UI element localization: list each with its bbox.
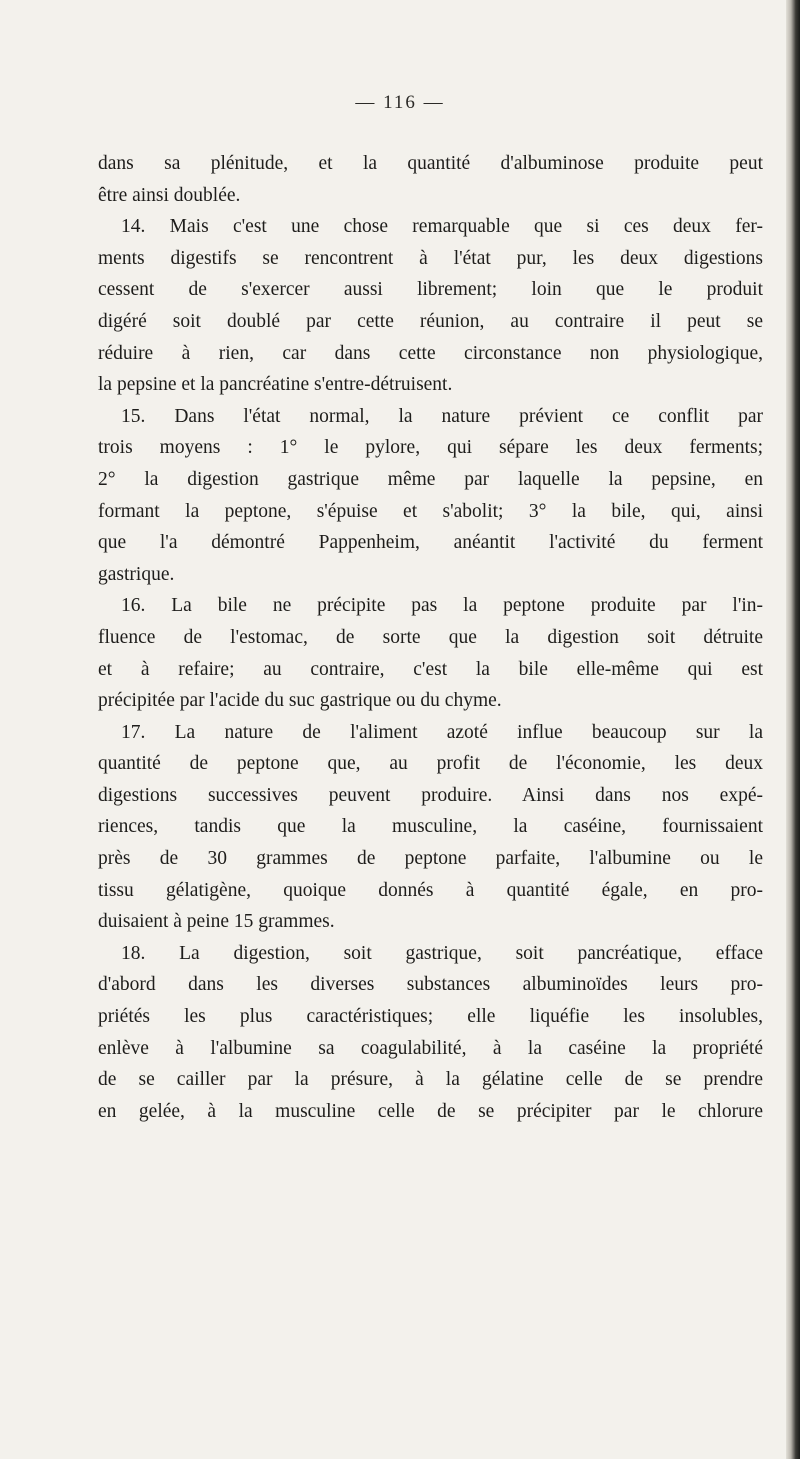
text-line: et à refaire; au contraire, c'est la bile elle-même qui est [98, 658, 763, 680]
body-text [98, 148, 763, 1127]
text-line: trois moyens : 1° le pylore, qui sépare les deux ferments; [98, 437, 763, 459]
book-page-edge [786, 0, 800, 1459]
text-line: d'abord dans les diverses substances albuminoïdes leurs pro- [98, 974, 763, 996]
text-line: tissu gélatigène, quoique donnés à quantité égale, en pro- [98, 879, 763, 901]
text-line: fluence de l'estomac, de sorte que la digestion soit détruite [98, 626, 763, 648]
text-line: en gelée, à la musculine celle de se précipiter par le chlorure [98, 1100, 763, 1122]
text-line: gastrique. [98, 563, 175, 585]
text-line: la pepsine et la pancréatine s'entre-détruisent. [98, 374, 453, 396]
text-line: cessent de s'exercer aussi librement; loin que le produit [98, 279, 763, 301]
text-line: riences, tandis que la musculine, la caséine, fournissaient [98, 816, 763, 838]
text-line: digéré soit doublé par cette réunion, au contraire il peut se [98, 310, 763, 332]
text-line: 18. La digestion, soit gastrique, soit pancréatique, efface [121, 942, 763, 964]
text-line: 16. La bile ne précipite pas la peptone produite par l'in- [121, 595, 763, 617]
text-line: enlève à l'albumine sa coagulabilité, à la caséine la propriété [98, 1037, 763, 1059]
text-line: quantité de peptone que, au profit de l'économie, les deux [98, 753, 763, 775]
text-line: digestions successives peuvent produire. Ainsi dans nos expé- [98, 784, 763, 806]
text-line: de se cailler par la présure, à la gélatine celle de se prendre [98, 1069, 763, 1091]
text-line: précipitée par l'acide du suc gastrique ou du chyme. [98, 690, 502, 712]
text-line: ments digestifs se rencontrent à l'état pur, les deux digestions [98, 247, 763, 269]
text-line: près de 30 grammes de peptone parfaite, l'albumine ou le [98, 848, 763, 870]
text-line: 2° la digestion gastrique même par laquelle la pepsine, en [98, 468, 763, 490]
text-line: 17. La nature de l'aliment azoté influe beaucoup sur la [121, 721, 763, 743]
text-line: 15. Dans l'état normal, la nature prévient ce conflit par [121, 405, 763, 427]
page-number: — 116 — [355, 92, 445, 113]
text-line: réduire à rien, car dans cette circonstance non physiologique, [98, 342, 763, 364]
text-line: 14. Mais c'est une chose remarquable que si ces deux fer- [121, 216, 763, 238]
text-line: formant la peptone, s'épuise et s'abolit; 3° la bile, qui, ainsi [98, 500, 763, 522]
text-line: priétés les plus caractéristiques; elle liquéfie les insolubles, [98, 1006, 763, 1028]
text-line: être ainsi doublée. [98, 184, 241, 206]
text-line: duisaient à peine 15 grammes. [98, 911, 335, 933]
text-line: dans sa plénitude, et la quantité d'albuminose produite peut [98, 153, 763, 174]
text-line: que l'a démontré Pappenheim, anéantit l'activité du ferment [98, 532, 763, 554]
